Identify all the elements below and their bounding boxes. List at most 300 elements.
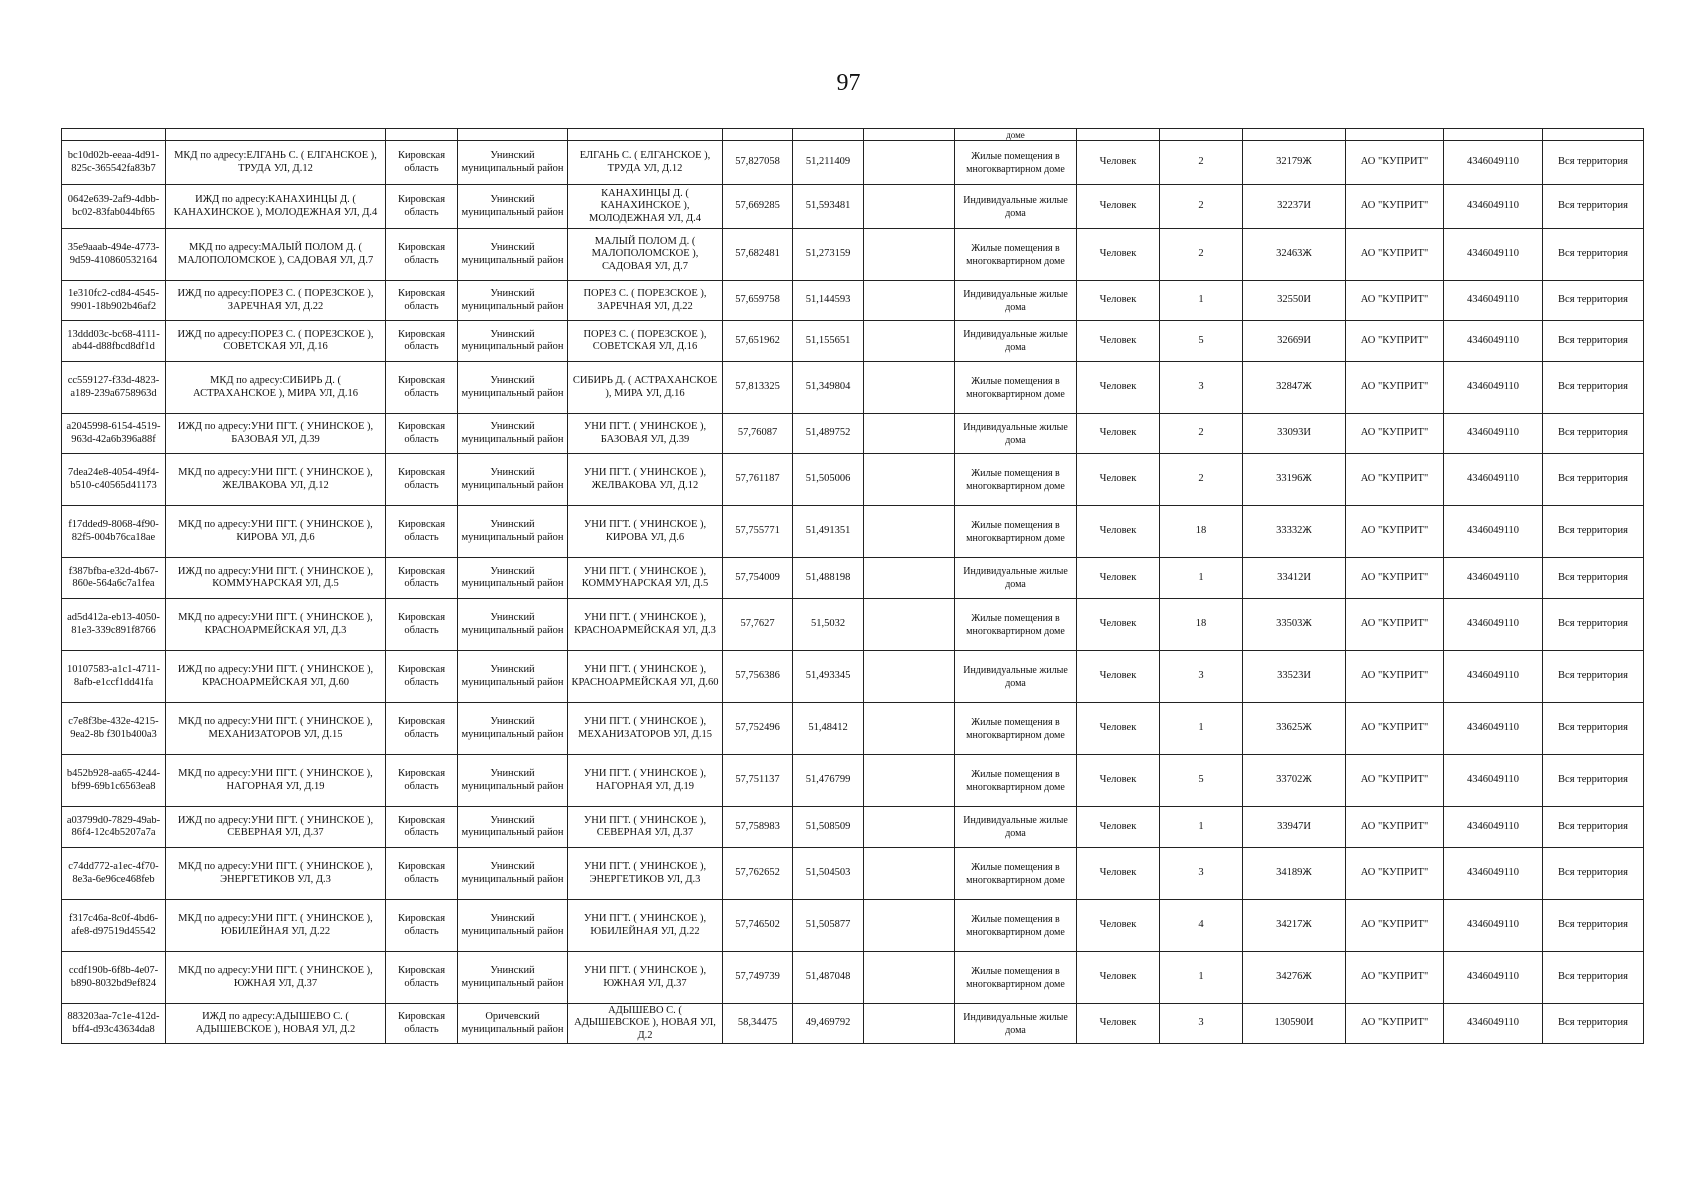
cell-organization: АО "КУПРИТ" [1346, 281, 1444, 321]
cell-territory: Вся территория [1543, 281, 1644, 321]
cell-district: Унинский муниципальный район [458, 281, 568, 321]
cell-code: 33702Ж [1243, 755, 1346, 807]
cell-longitude: 51,504503 [793, 848, 864, 900]
cell-latitude: 57,752496 [723, 703, 793, 755]
cell-region: Кировская область [386, 703, 458, 755]
cell-region: Кировская область [386, 848, 458, 900]
cell-latitude: 57,76087 [723, 414, 793, 454]
table-body [62, 129, 1644, 1044]
cell-latitude: 57,651962 [723, 321, 793, 362]
cell-object-type: Жилые помещения в многоквартирном доме [955, 454, 1077, 506]
table-row [62, 141, 1644, 185]
cell-count: 2 [1160, 414, 1243, 454]
cell-unit: Человек [1077, 558, 1160, 599]
cell-region: Кировская область [386, 321, 458, 362]
cell-object-type: Жилые помещения в многоквартирном доме [955, 900, 1077, 952]
cell-address: АДЫШЕВО С. ( АДЫШЕВСКОЕ ), НОВАЯ УЛ, Д.2 [568, 1004, 723, 1044]
cell-district: Унинский муниципальный район [458, 141, 568, 185]
table-row [62, 454, 1644, 506]
cell-object-name: МКД по адресу:СИБИРЬ Д. ( АСТРАХАНСКОЕ ), МИРА УЛ, Д.16 [166, 362, 386, 414]
cell-territory: Вся территория [1543, 506, 1644, 558]
cell-district: Унинский муниципальный район [458, 703, 568, 755]
cell-object-name: ИЖД по адресу:ПОРЕЗ С. ( ПОРЕЗСКОЕ ), СОВЕТСКАЯ УЛ, Д.16 [166, 321, 386, 362]
cell-count: 18 [1160, 506, 1243, 558]
cell-latitude: 57,751137 [723, 755, 793, 807]
cell-id: c7e8f3be-432e-4215-9ea2-8b f301b400a3 [62, 703, 166, 755]
cell-longitude: 51,493345 [793, 651, 864, 703]
cell-longitude: 49,469792 [793, 1004, 864, 1044]
cell-inn: 4346049110 [1444, 848, 1543, 900]
cell-code: 130590И [1243, 1004, 1346, 1044]
table-row [62, 599, 1644, 651]
cell-code: 33332Ж [1243, 506, 1346, 558]
cell-count: 3 [1160, 848, 1243, 900]
cell-code: 32550И [1243, 281, 1346, 321]
cell-district: Унинский муниципальный район [458, 454, 568, 506]
cell-count: 3 [1160, 362, 1243, 414]
cell-id: bc10d02b-eeaa-4d91-825c-365542fa83b7 [62, 141, 166, 185]
cell-code: 33093И [1243, 414, 1346, 454]
cell-id: 883203aa-7c1e-412d-bff4-d93c43634da8 [62, 1004, 166, 1044]
cell-empty [864, 807, 955, 848]
cell-region: Кировская область [386, 1004, 458, 1044]
cell-inn: 4346049110 [1444, 651, 1543, 703]
cell-address: СИБИРЬ Д. ( АСТРАХАНСКОЕ ), МИРА УЛ, Д.16 [568, 362, 723, 414]
cell-longitude: 51,593481 [793, 185, 864, 229]
cell-organization: АО "КУПРИТ" [1346, 599, 1444, 651]
cell-organization: АО "КУПРИТ" [1346, 900, 1444, 952]
cell-count: 1 [1160, 281, 1243, 321]
cell-object-type: Индивидуальные жилые дома [955, 651, 1077, 703]
cell-count: 1 [1160, 807, 1243, 848]
cell-object-name: ИЖД по адресу:ПОРЕЗ С. ( ПОРЕЗСКОЕ ), ЗАРЕЧНАЯ УЛ, Д.22 [166, 281, 386, 321]
cell-object-type: Индивидуальные жилые дома [955, 558, 1077, 599]
table-row [62, 506, 1644, 558]
cell-empty [864, 414, 955, 454]
cell-longitude: 51,273159 [793, 229, 864, 281]
cell-id: f17dded9-8068-4f90-82f5-004b76ca18ae [62, 506, 166, 558]
cell-district: Оричевский муниципальный район [458, 1004, 568, 1044]
cell-territory: Вся территория [1543, 952, 1644, 1004]
cell-territory: Вся территория [1543, 454, 1644, 506]
cell-code: 32179Ж [1243, 141, 1346, 185]
table-row [62, 281, 1644, 321]
cell-object-name: МКД по адресу:УНИ ПГТ. ( УНИНСКОЕ ), НАГОРНАЯ УЛ, Д.19 [166, 755, 386, 807]
cell-district: Унинский муниципальный район [458, 506, 568, 558]
cell-region: Кировская область [386, 281, 458, 321]
cell-object-type: Жилые помещения в многоквартирном доме [955, 848, 1077, 900]
cell-district: Унинский муниципальный район [458, 558, 568, 599]
cell-address: УНИ ПГТ. ( УНИНСКОЕ ), КРАСНОАРМЕЙСКАЯ УЛ, Д.3 [568, 599, 723, 651]
cell-longitude: 51,505006 [793, 454, 864, 506]
cell-district: Унинский муниципальный район [458, 755, 568, 807]
cell-unit: Человек [1077, 651, 1160, 703]
cell-unit: Человек [1077, 506, 1160, 558]
cell-object-type: Индивидуальные жилые дома [955, 1004, 1077, 1044]
cell-object-type: Индивидуальные жилые дома [955, 185, 1077, 229]
table-row [62, 755, 1644, 807]
cell-address: ЕЛГАНЬ С. ( ЕЛГАНСКОЕ ), ТРУДА УЛ, Д.12 [568, 141, 723, 185]
cell-code: 34189Ж [1243, 848, 1346, 900]
cell-latitude: 57,761187 [723, 454, 793, 506]
cell-address: МАЛЫЙ ПОЛОМ Д. ( МАЛОПОЛОМСКОЕ ), САДОВАЯ УЛ, Д.7 [568, 229, 723, 281]
cell-territory: Вся территория [1543, 900, 1644, 952]
cell-organization: АО "КУПРИТ" [1346, 558, 1444, 599]
cell-count: 4 [1160, 900, 1243, 952]
cell-organization: АО "КУПРИТ" [1346, 141, 1444, 185]
cell-region: Кировская область [386, 454, 458, 506]
cell-empty [864, 281, 955, 321]
cell-region: Кировская область [386, 807, 458, 848]
cell-empty [864, 506, 955, 558]
cell-empty [864, 900, 955, 952]
cell-inn: 4346049110 [1444, 414, 1543, 454]
cell-latitude: 57,756386 [723, 651, 793, 703]
cell-object-name: МКД по адресу:УНИ ПГТ. ( УНИНСКОЕ ), МЕХАНИЗАТОРОВ УЛ, Д.15 [166, 703, 386, 755]
cell-region: Кировская область [386, 185, 458, 229]
cell-object-name: МКД по адресу:УНИ ПГТ. ( УНИНСКОЕ ), КРАСНОАРМЕЙСКАЯ УЛ, Д.3 [166, 599, 386, 651]
cell-address: УНИ ПГТ. ( УНИНСКОЕ ), НАГОРНАЯ УЛ, Д.19 [568, 755, 723, 807]
table-row [62, 848, 1644, 900]
cell-code: 33196Ж [1243, 454, 1346, 506]
cell-region: Кировская область [386, 599, 458, 651]
cell-object-name: МКД по адресу:УНИ ПГТ. ( УНИНСКОЕ ), ЭНЕРГЕТИКОВ УЛ, Д.3 [166, 848, 386, 900]
cell-object-name: МКД по адресу:УНИ ПГТ. ( УНИНСКОЕ ), ЮБИЛЕЙНАЯ УЛ, Д.22 [166, 900, 386, 952]
cell-object-name: МКД по адресу:УНИ ПГТ. ( УНИНСКОЕ ), ЖЕЛВАКОВА УЛ, Д.12 [166, 454, 386, 506]
cell-count: 18 [1160, 599, 1243, 651]
cell-territory: Вся территория [1543, 848, 1644, 900]
cell-organization: АО "КУПРИТ" [1346, 1004, 1444, 1044]
cell-district: Унинский муниципальный район [458, 848, 568, 900]
cell-id: ccdf190b-6f8b-4e07-b890-8032bd9ef824 [62, 952, 166, 1004]
cell-inn: 4346049110 [1444, 281, 1543, 321]
cell-empty [864, 755, 955, 807]
cell-object-name: МКД по адресу:УНИ ПГТ. ( УНИНСКОЕ ), ЮЖНАЯ УЛ, Д.37 [166, 952, 386, 1004]
cell-longitude: 51,5032 [793, 599, 864, 651]
cell-count: 2 [1160, 141, 1243, 185]
cell-object-type: Индивидуальные жилые дома [955, 414, 1077, 454]
table-row [62, 362, 1644, 414]
table-row [62, 185, 1644, 229]
cell-unit: Человек [1077, 703, 1160, 755]
cell-count: 2 [1160, 454, 1243, 506]
cell-unit: Человек [1077, 900, 1160, 952]
cell-address: УНИ ПГТ. ( УНИНСКОЕ ), ЮБИЛЕЙНАЯ УЛ, Д.22 [568, 900, 723, 952]
cell-district: Унинский муниципальный район [458, 952, 568, 1004]
cell-organization: АО "КУПРИТ" [1346, 848, 1444, 900]
cell-count: 1 [1160, 703, 1243, 755]
cell-region: Кировская область [386, 229, 458, 281]
cell-empty [864, 703, 955, 755]
cell-territory: Вся территория [1543, 651, 1644, 703]
cell-object-name: ИЖД по адресу:УНИ ПГТ. ( УНИНСКОЕ ), СЕВЕРНАЯ УЛ, Д.37 [166, 807, 386, 848]
cell-inn: 4346049110 [1444, 703, 1543, 755]
cell-region: Кировская область [386, 141, 458, 185]
cell-organization: АО "КУПРИТ" [1346, 414, 1444, 454]
cell-inn: 4346049110 [1444, 141, 1543, 185]
cell-district: Унинский муниципальный район [458, 321, 568, 362]
cell-code: 34276Ж [1243, 952, 1346, 1004]
cell-longitude: 51,491351 [793, 506, 864, 558]
cell-latitude: 57,827058 [723, 141, 793, 185]
cell-object-name: ИЖД по адресу:АДЫШЕВО С. ( АДЫШЕВСКОЕ ), НОВАЯ УЛ, Д.2 [166, 1004, 386, 1044]
cell-id: 10107583-a1c1-4711-8afb-e1ccf1dd41fa [62, 651, 166, 703]
cell-longitude: 51,505877 [793, 900, 864, 952]
cell-id: ad5d412a-eb13-4050-81e3-339c891f8766 [62, 599, 166, 651]
cell-unit: Человек [1077, 454, 1160, 506]
cell-organization: АО "КУПРИТ" [1346, 807, 1444, 848]
cell-count: 2 [1160, 229, 1243, 281]
cell-region: Кировская область [386, 558, 458, 599]
cell-empty [864, 599, 955, 651]
cell-inn: 4346049110 [1444, 454, 1543, 506]
cell-territory: Вся территория [1543, 229, 1644, 281]
cell-inn: 4346049110 [1444, 362, 1543, 414]
cell-address: УНИ ПГТ. ( УНИНСКОЕ ), КОММУНАРСКАЯ УЛ, Д.5 [568, 558, 723, 599]
cell-empty [864, 321, 955, 362]
cell-unit: Человек [1077, 755, 1160, 807]
cell-inn: 4346049110 [1444, 807, 1543, 848]
table-row [62, 321, 1644, 362]
cell-region: Кировская область [386, 755, 458, 807]
cell-count: 1 [1160, 558, 1243, 599]
cell-territory: Вся территория [1543, 1004, 1644, 1044]
cell-object-type: Индивидуальные жилые дома [955, 321, 1077, 362]
cell-code: 34217Ж [1243, 900, 1346, 952]
cell-count: 5 [1160, 321, 1243, 362]
cell-unit: Человек [1077, 848, 1160, 900]
cell-territory: Вся территория [1543, 703, 1644, 755]
cell-id: 13ddd03c-bc68-4111-ab44-d88fbcd8df1d [62, 321, 166, 362]
registry-table [61, 128, 1644, 1044]
cell-latitude: 57,755771 [723, 506, 793, 558]
cell-inn: 4346049110 [1444, 952, 1543, 1004]
cell-object-name: ИЖД по адресу:УНИ ПГТ. ( УНИНСКОЕ ), КРАСНОАРМЕЙСКАЯ УЛ, Д.60 [166, 651, 386, 703]
cell-code: 33523И [1243, 651, 1346, 703]
cell-territory: Вся территория [1543, 362, 1644, 414]
cell-latitude: 57,746502 [723, 900, 793, 952]
cell-id: cc559127-f33d-4823-a189-239a6758963d [62, 362, 166, 414]
cell-empty [864, 651, 955, 703]
cell-district: Унинский муниципальный район [458, 362, 568, 414]
cell-inn: 4346049110 [1444, 755, 1543, 807]
table-head-fragment-row [62, 129, 1644, 141]
cell-district: Унинский муниципальный район [458, 185, 568, 229]
cell-code: 32463Ж [1243, 229, 1346, 281]
cell-object-name: МКД по адресу:МАЛЫЙ ПОЛОМ Д. ( МАЛОПОЛОМСКОЕ ), САДОВАЯ УЛ, Д.7 [166, 229, 386, 281]
cell-object-type: Индивидуальные жилые дома [955, 807, 1077, 848]
cell-district: Унинский муниципальный район [458, 599, 568, 651]
table-row [62, 900, 1644, 952]
cell-territory: Вся территория [1543, 755, 1644, 807]
table-row [62, 1004, 1644, 1044]
cell-longitude: 51,488198 [793, 558, 864, 599]
cell-object-type: Жилые помещения в многоквартирном доме [955, 362, 1077, 414]
cell-address: ПОРЕЗ С. ( ПОРЕЗСКОЕ ), СОВЕТСКАЯ УЛ, Д.16 [568, 321, 723, 362]
cell-latitude: 57,682481 [723, 229, 793, 281]
cell-unit: Человек [1077, 414, 1160, 454]
cell-district: Унинский муниципальный район [458, 414, 568, 454]
cell-code: 33625Ж [1243, 703, 1346, 755]
cell-address: КАНАХИНЦЫ Д. ( КАНАХИНСКОЕ ), МОЛОДЕЖНАЯ УЛ, Д.4 [568, 185, 723, 229]
cell-region: Кировская область [386, 952, 458, 1004]
cell-code: 32669И [1243, 321, 1346, 362]
cell-territory: Вся территория [1543, 321, 1644, 362]
cell-id: 35e9aaab-494e-4773-9d59-410860532164 [62, 229, 166, 281]
table-row [62, 807, 1644, 848]
cell-empty [864, 229, 955, 281]
cell-organization: АО "КУПРИТ" [1346, 755, 1444, 807]
cell-empty [864, 848, 955, 900]
cell-territory: Вся территория [1543, 185, 1644, 229]
cell-address: УНИ ПГТ. ( УНИНСКОЕ ), ЭНЕРГЕТИКОВ УЛ, Д.3 [568, 848, 723, 900]
cell-empty [864, 362, 955, 414]
cell-count: 3 [1160, 1004, 1243, 1044]
table-row [62, 952, 1644, 1004]
cell-code: 33412И [1243, 558, 1346, 599]
cell-longitude: 51,144593 [793, 281, 864, 321]
cell-object-name: МКД по адресу:УНИ ПГТ. ( УНИНСКОЕ ), КИРОВА УЛ, Д.6 [166, 506, 386, 558]
cell-longitude: 51,211409 [793, 141, 864, 185]
cell-object-type: Жилые помещения в многоквартирном доме [955, 952, 1077, 1004]
table-row [62, 651, 1644, 703]
cell-address: УНИ ПГТ. ( УНИНСКОЕ ), СЕВЕРНАЯ УЛ, Д.37 [568, 807, 723, 848]
cell-id: f387bfba-e32d-4b67-860e-564a6c7a1fea [62, 558, 166, 599]
cell-latitude: 58,34475 [723, 1004, 793, 1044]
cell-inn: 4346049110 [1444, 558, 1543, 599]
cell-code: 32847Ж [1243, 362, 1346, 414]
cell-organization: АО "КУПРИТ" [1346, 454, 1444, 506]
head-fragment-text: доме [955, 129, 1077, 141]
cell-id: c74dd772-a1ec-4f70-8e3a-6e96ce468feb [62, 848, 166, 900]
cell-organization: АО "КУПРИТ" [1346, 506, 1444, 558]
cell-organization: АО "КУПРИТ" [1346, 185, 1444, 229]
cell-district: Унинский муниципальный район [458, 807, 568, 848]
cell-object-name: МКД по адресу:ЕЛГАНЬ С. ( ЕЛГАНСКОЕ ), ТРУДА УЛ, Д.12 [166, 141, 386, 185]
cell-organization: АО "КУПРИТ" [1346, 651, 1444, 703]
cell-address: УНИ ПГТ. ( УНИНСКОЕ ), ЮЖНАЯ УЛ, Д.37 [568, 952, 723, 1004]
cell-inn: 4346049110 [1444, 321, 1543, 362]
cell-longitude: 51,155651 [793, 321, 864, 362]
cell-inn: 4346049110 [1444, 229, 1543, 281]
cell-latitude: 57,669285 [723, 185, 793, 229]
cell-organization: АО "КУПРИТ" [1346, 229, 1444, 281]
cell-unit: Человек [1077, 599, 1160, 651]
cell-inn: 4346049110 [1444, 506, 1543, 558]
cell-unit: Человек [1077, 321, 1160, 362]
cell-latitude: 57,7627 [723, 599, 793, 651]
cell-code: 32237И [1243, 185, 1346, 229]
cell-territory: Вся территория [1543, 807, 1644, 848]
cell-empty [864, 952, 955, 1004]
cell-count: 1 [1160, 952, 1243, 1004]
cell-id: b452b928-aa65-4244-bf99-69b1c6563ea8 [62, 755, 166, 807]
cell-unit: Человек [1077, 807, 1160, 848]
cell-empty [864, 185, 955, 229]
cell-unit: Человек [1077, 1004, 1160, 1044]
table-row [62, 229, 1644, 281]
cell-organization: АО "КУПРИТ" [1346, 362, 1444, 414]
table-row [62, 558, 1644, 599]
cell-longitude: 51,48412 [793, 703, 864, 755]
cell-inn: 4346049110 [1444, 185, 1543, 229]
cell-object-type: Жилые помещения в многоквартирном доме [955, 755, 1077, 807]
cell-unit: Человек [1077, 185, 1160, 229]
cell-address: УНИ ПГТ. ( УНИНСКОЕ ), БАЗОВАЯ УЛ, Д.39 [568, 414, 723, 454]
cell-longitude: 51,349804 [793, 362, 864, 414]
cell-id: a2045998-6154-4519-963d-42a6b396a88f [62, 414, 166, 454]
cell-empty [864, 454, 955, 506]
cell-id: f317c46a-8c0f-4bd6-afe8-d97519d45542 [62, 900, 166, 952]
cell-object-name: ИЖД по адресу:КАНАХИНЦЫ Д. ( КАНАХИНСКОЕ ), МОЛОДЕЖНАЯ УЛ, Д.4 [166, 185, 386, 229]
cell-territory: Вся территория [1543, 599, 1644, 651]
cell-inn: 4346049110 [1444, 1004, 1543, 1044]
cell-latitude: 57,749739 [723, 952, 793, 1004]
cell-longitude: 51,489752 [793, 414, 864, 454]
cell-code: 33947И [1243, 807, 1346, 848]
cell-district: Унинский муниципальный район [458, 900, 568, 952]
cell-empty [864, 558, 955, 599]
cell-address: УНИ ПГТ. ( УНИНСКОЕ ), ЖЕЛВАКОВА УЛ, Д.12 [568, 454, 723, 506]
cell-unit: Человек [1077, 952, 1160, 1004]
page-number: 97 [836, 70, 861, 96]
cell-count: 3 [1160, 651, 1243, 703]
cell-object-name: ИЖД по адресу:УНИ ПГТ. ( УНИНСКОЕ ), БАЗОВАЯ УЛ, Д.39 [166, 414, 386, 454]
cell-object-type: Жилые помещения в многоквартирном доме [955, 506, 1077, 558]
cell-unit: Человек [1077, 141, 1160, 185]
cell-longitude: 51,476799 [793, 755, 864, 807]
cell-region: Кировская область [386, 414, 458, 454]
cell-organization: АО "КУПРИТ" [1346, 952, 1444, 1004]
cell-region: Кировская область [386, 900, 458, 952]
cell-empty [864, 1004, 955, 1044]
cell-district: Унинский муниципальный район [458, 229, 568, 281]
cell-territory: Вся территория [1543, 558, 1644, 599]
cell-object-type: Жилые помещения в многоквартирном доме [955, 141, 1077, 185]
cell-longitude: 51,487048 [793, 952, 864, 1004]
cell-latitude: 57,762652 [723, 848, 793, 900]
table-row [62, 703, 1644, 755]
cell-unit: Человек [1077, 362, 1160, 414]
cell-object-type: Индивидуальные жилые дома [955, 281, 1077, 321]
cell-territory: Вся территория [1543, 141, 1644, 185]
cell-address: ПОРЕЗ С. ( ПОРЕЗСКОЕ ), ЗАРЕЧНАЯ УЛ, Д.22 [568, 281, 723, 321]
table-row [62, 414, 1644, 454]
cell-organization: АО "КУПРИТ" [1346, 703, 1444, 755]
cell-object-type: Жилые помещения в многоквартирном доме [955, 599, 1077, 651]
cell-id: 1e310fc2-cd84-4545-9901-18b902b46af2 [62, 281, 166, 321]
cell-object-name: ИЖД по адресу:УНИ ПГТ. ( УНИНСКОЕ ), КОММУНАРСКАЯ УЛ, Д.5 [166, 558, 386, 599]
cell-region: Кировская область [386, 362, 458, 414]
cell-empty [864, 141, 955, 185]
cell-latitude: 57,758983 [723, 807, 793, 848]
cell-id: 0642e639-2af9-4dbb-bc02-83fab044bf65 [62, 185, 166, 229]
cell-count: 2 [1160, 185, 1243, 229]
cell-address: УНИ ПГТ. ( УНИНСКОЕ ), МЕХАНИЗАТОРОВ УЛ, Д.15 [568, 703, 723, 755]
cell-latitude: 57,659758 [723, 281, 793, 321]
cell-district: Унинский муниципальный район [458, 651, 568, 703]
cell-territory: Вся территория [1543, 414, 1644, 454]
cell-inn: 4346049110 [1444, 599, 1543, 651]
cell-id: 7dea24e8-4054-49f4-b510-c40565d41173 [62, 454, 166, 506]
cell-object-type: Жилые помещения в многоквартирном доме [955, 229, 1077, 281]
cell-region: Кировская область [386, 506, 458, 558]
cell-inn: 4346049110 [1444, 900, 1543, 952]
cell-object-type: Жилые помещения в многоквартирном доме [955, 703, 1077, 755]
cell-latitude: 57,813325 [723, 362, 793, 414]
cell-longitude: 51,508509 [793, 807, 864, 848]
cell-unit: Человек [1077, 229, 1160, 281]
